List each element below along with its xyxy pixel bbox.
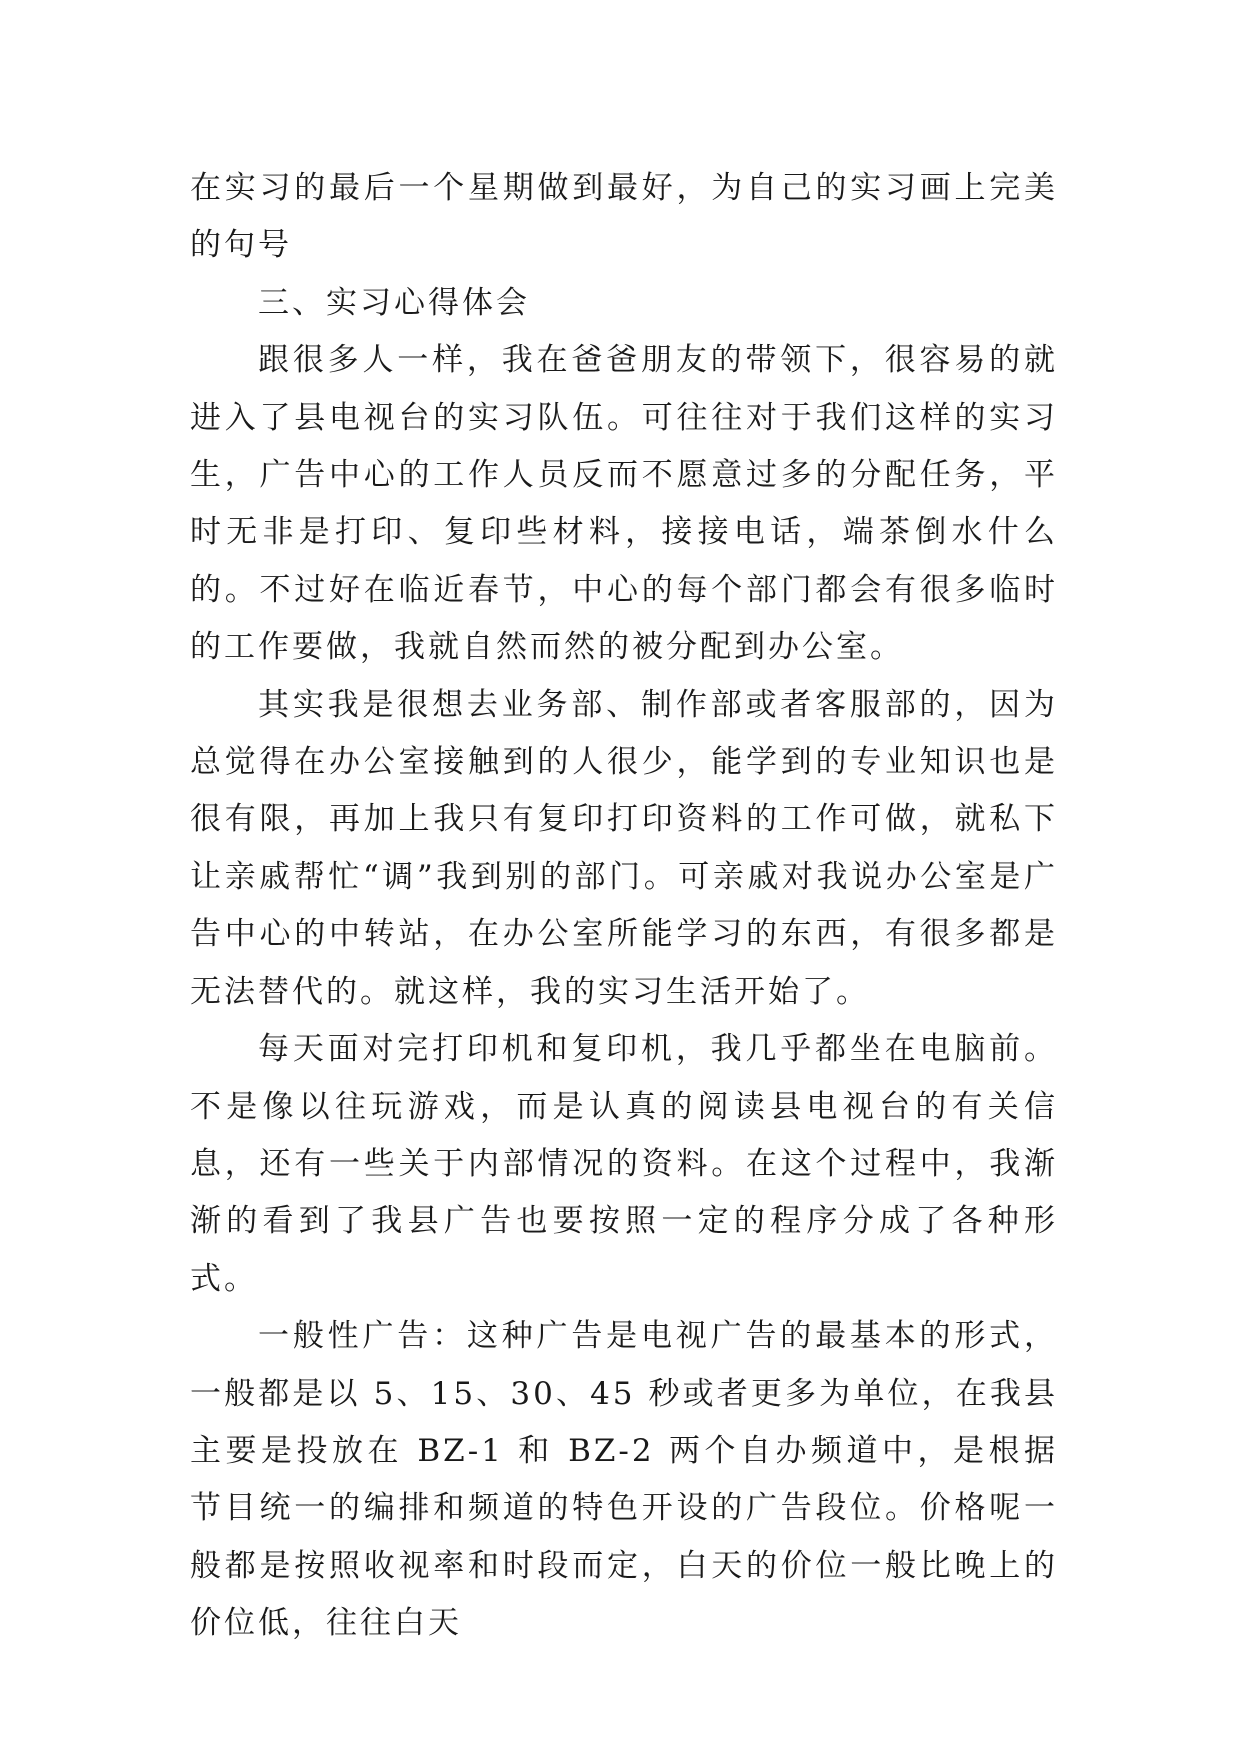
- paragraph-3: 其实我是很想去业务部、制作部或者客服部的，因为总觉得在办公室接触到的人很少，能学到的专业知识也是很有限，再加上我只有复印打印资料的工作可做，就私下让亲戚帮忙“调”我到别的部门。可亲戚对我说办公室是广告中心的中转站，在办公室所能学习的东西，有很多都是无法替代的。就这样，我的实习生活开始了。: [190, 686, 1058, 1010]
- paragraph-2: 跟很多人一样，我在爸爸朋友的带领下，很容易的就进入了县电视台的实习队伍。可往往对于我们这样的实习生，广告中心的工作人员反而不愿意过多的分配任务，平时无非是打印、复印些材料，接接电话，端茶倒水什么的。不过好在临近春节，中心的每个部门都会有很多临时的工作要做，我就自然而然的被分配到办公室。: [190, 342, 1058, 666]
- document-body: [190, 160, 1058, 1653]
- paragraph-4: 每天面对完打印机和复印机，我几乎都坐在电脑前。不是像以往玩游戏，而是认真的阅读县电视台的有关信息，还有一些关于内部情况的资料。在这个过程中，我渐渐的看到了我县广告也要按照一定的程序分成了各种形式。: [190, 1031, 1058, 1297]
- section-heading: 三、实习心得体会: [258, 284, 530, 321]
- paragraph-5: 一般性广告：这种广告是电视广告的最基本的形式，一般都是以 5、15、30、45 秒或者更多为单位，在我县主要是投放在 BZ-1 和 BZ-2 两个自办频道中，是根据节目统一的编排和频道的特色开设的广告段位。价格呢一般都是按照收视率和时段而定，白天的价位一般比晚上的价位低，往往白天: [190, 1318, 1058, 1642]
- paragraph-1: 在实习的最后一个星期做到最好，为自己的实习画上完美的句号: [190, 170, 1058, 264]
